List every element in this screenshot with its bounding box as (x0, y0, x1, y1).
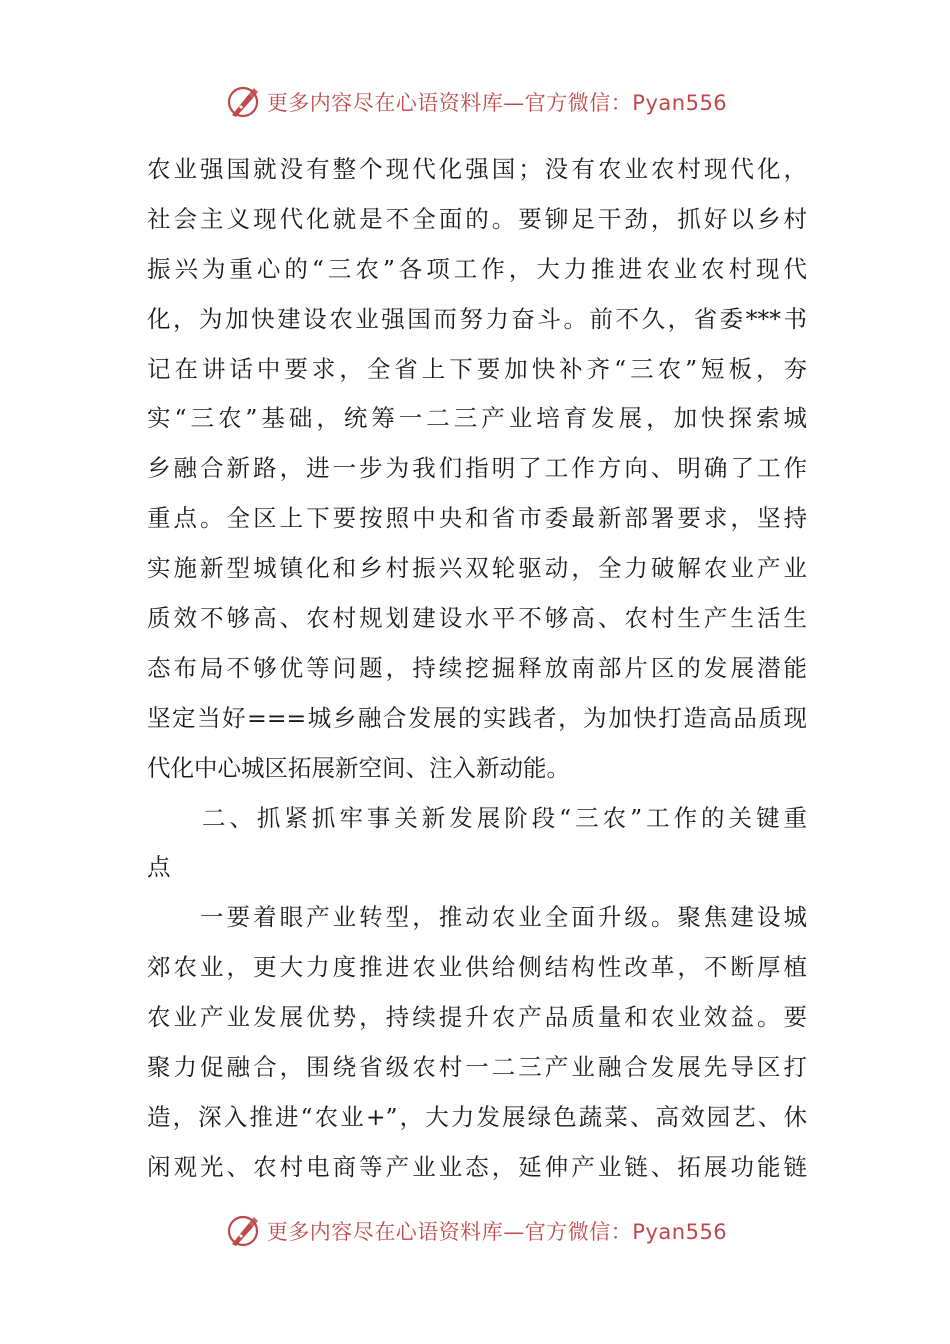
text-line: 聚力促融合，围绕省级农村一二三产业融合发展先导区打 (147, 1053, 807, 1082)
text-line: 重点。全区上下要按照中央和省市委最新部署要求，坚持 (147, 504, 807, 533)
header-watermark (0, 82, 950, 122)
text-line: 乡融合新路，进一步为我们指明了工作方向、明确了工作 (147, 454, 807, 483)
text-line: 代化中心城区拓展新空间、注入新动能。 (147, 753, 570, 782)
heading-line: 点 (147, 853, 171, 882)
text-line: 坚定当好===城乡融合发展的实践者，为加快打造高品质现 (147, 703, 807, 732)
banner-text: 更多内容尽在心语资料库—官方微信：Pyan556 (266, 91, 728, 115)
text-line: 造，深入推进“农业+”，大力发展绿色蔬菜、高效园艺、休 (147, 1102, 807, 1131)
pen-nib-circle-icon (223, 82, 263, 122)
paragraph-body (147, 145, 807, 794)
text-line: 实施新型城镇化和乡村振兴双轮驱动，全力破解农业产业 (147, 554, 807, 583)
text-line: 态布局不够优等问题，持续挖掘释放南部片区的发展潜能 (147, 653, 807, 682)
text-line: 农业产业发展优势，持续提升农产品质量和农业效益。要 (147, 1003, 807, 1032)
banner-text: 更多内容尽在心语资料库—官方微信：Pyan556 (266, 1220, 728, 1244)
text-line: 质效不够高、农村规划建设水平不够高、农村生产生活生 (147, 604, 807, 633)
paragraph-body (147, 893, 807, 1192)
text-line: 社会主义现代化就是不全面的。要铆足干劲，抓好以乡村 (147, 204, 807, 233)
text-line: 记在讲话中要求，全省上下要加快补齐“三农”短板，夯 (147, 354, 807, 383)
section-heading (147, 794, 807, 894)
footer-watermark (0, 1211, 950, 1251)
text-line: 农业强国就没有整个现代化强国；没有农业农村现代化， (147, 155, 807, 183)
text-line: 实“三农”基础，统筹一二三产业培育发展，加快探索城 (147, 404, 807, 433)
text-line: 郊农业，更大力度推进农业供给侧结构性改革，不断厚植 (147, 953, 807, 982)
text-line: 闲观光、农村电商等产业业态，延伸产业链、拓展功能链 (147, 1152, 807, 1181)
document-body (147, 145, 807, 1193)
heading-line: 二、抓紧抓牢事关新发展阶段“三农”工作的关键重 (147, 803, 807, 832)
text-line: 振兴为重心的“三农”各项工作，大力推进农业农村现代 (147, 254, 807, 283)
text-line: 一要着眼产业转型，推动农业全面升级。聚焦建设城 (147, 903, 807, 932)
pen-nib-circle-icon (223, 1211, 263, 1251)
text-line: 化，为加快建设农业强国而努力奋斗。前不久，省委***书 (147, 304, 807, 333)
